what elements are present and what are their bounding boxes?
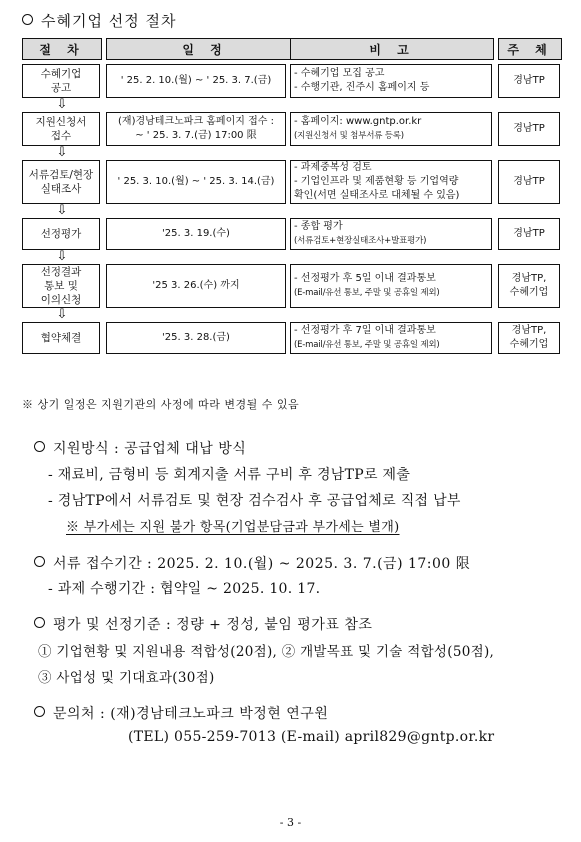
header-step: 절 차	[22, 38, 102, 60]
owner-cell-line: 경남TP	[513, 176, 545, 187]
owner-cell	[498, 160, 560, 204]
step-cell	[22, 64, 100, 98]
flow-arrow-row	[22, 308, 562, 322]
notes-cell	[290, 322, 492, 354]
support-title: 지원방식 : 공급업체 대납 방식	[34, 438, 246, 458]
notes-cell-line: (E-mail/유선 통보, 주말 및 공휴일 제외)	[294, 288, 440, 298]
notes-cell-line: - 과제중복성 검토	[294, 162, 372, 173]
schedule-cell	[106, 64, 286, 98]
flow-arrow-row	[22, 250, 562, 264]
table-row	[22, 160, 562, 204]
schedule-cell-line: '25. 3. 28.(금)	[162, 332, 230, 343]
table-row	[22, 64, 562, 98]
step-cell-line: 서류검토/현장	[28, 169, 94, 181]
owner-cell	[498, 264, 560, 308]
step-cell-line: 지원신청서	[35, 116, 87, 128]
table-row	[22, 322, 562, 354]
down-arrow-icon: ⇩	[56, 203, 68, 218]
notes-cell-line: - 종합 평가	[294, 221, 343, 232]
notes-cell	[290, 112, 492, 146]
header-notes: 비 고	[290, 38, 494, 60]
flow-arrow-row	[22, 146, 562, 160]
circle-bullet-icon	[22, 14, 33, 25]
owner-cell-line: 경남TP,	[511, 325, 547, 336]
down-arrow-icon: ⇩	[56, 97, 68, 112]
owner-cell	[498, 64, 560, 98]
schedule-cell-line: '25 3. 26.(수) 까지	[152, 280, 240, 291]
header-owner: 주 체	[498, 38, 562, 60]
schedule-footnote: ※ 상기 일정은 지원기관의 사정에 따라 변경될 수 있음	[22, 398, 300, 411]
notes-cell-line: - 홈페이지: www.gntp.or.kr	[294, 116, 422, 127]
notes-cell	[290, 264, 492, 308]
step-cell-line: 선정평가	[40, 228, 82, 240]
notes-cell-line: - 선정평가 후 7일 이내 결과통보	[294, 325, 436, 336]
down-arrow-icon: ⇩	[56, 307, 68, 322]
period-title: 서류 접수기간 : 2025. 2. 10.(월) ~ 2025. 3. 7.(금) 17:00 限	[34, 553, 470, 573]
schedule-cell	[106, 218, 286, 250]
step-cell-line: 공고	[50, 82, 72, 94]
step-cell-line: 이의신청	[40, 294, 82, 306]
notes-cell	[290, 218, 492, 250]
contact-line-1: (TEL) 055-259-7013 (E-mail) april829@gntp.or.kr	[128, 729, 495, 745]
schedule-cell-line: ' 25. 2. 10.(월) ~ ' 25. 3. 7.(금)	[120, 75, 272, 86]
step-cell-line: 선정결과	[40, 266, 82, 278]
circle-bullet-icon	[34, 441, 45, 452]
schedule-cell-line: ' 25. 3. 10.(월) ~ ' 25. 3. 14.(금)	[117, 176, 275, 187]
notes-cell	[290, 64, 492, 98]
schedule-cell-line: ~ ' 25. 3. 7.(금) 17:00 限	[135, 130, 257, 141]
notes-cell-line: - 수행기관, 진주시 홈페이지 등	[294, 82, 430, 93]
notes-cell-line: - 수혜기업 모집 공고	[294, 68, 385, 79]
owner-cell-line: 수혜기업	[509, 287, 549, 298]
notes-cell-line: 확인(서면 실태조사로 대체될 수 있음)	[294, 190, 460, 201]
schedule-cell	[106, 264, 286, 308]
step-cell-line: 협약체결	[40, 332, 82, 344]
flow-arrow-row	[22, 204, 562, 218]
step-cell-line: 접수	[50, 130, 72, 142]
schedule-cell	[106, 112, 286, 146]
down-arrow-icon: ⇩	[56, 145, 68, 160]
criteria-line-1: ① 기업현황 및 지원내용 적합성(20점), ② 개발목표 및 기술 적합성(50점),	[38, 644, 495, 660]
table-row	[22, 112, 562, 146]
schedule-cell-line: (재)경남테크노파크 홈페이지 접수 :	[118, 116, 274, 127]
owner-cell	[498, 218, 560, 250]
owner-cell-line: 경남TP,	[511, 273, 547, 284]
step-cell	[22, 264, 100, 308]
notes-cell	[290, 160, 492, 204]
notes-cell-line: - 기업인프라 및 제품현황 등 기업역량	[294, 176, 459, 187]
owner-cell-line: 경남TP	[513, 123, 545, 134]
table-row	[22, 218, 562, 250]
notes-cell-line: (E-mail/유선 통보, 주말 및 공휴일 제외)	[294, 340, 440, 350]
step-cell	[22, 112, 100, 146]
table-row	[22, 264, 562, 308]
notes-cell-line: (지원신청서 및 첨부서류 등록)	[294, 131, 404, 141]
owner-cell-line: 수혜기업	[509, 339, 549, 350]
owner-cell-line: 경남TP	[513, 75, 545, 86]
procedure-table	[22, 38, 562, 354]
step-cell	[22, 322, 100, 354]
section-title	[22, 10, 176, 31]
notes-cell-line: (서류검토+현장실태조사+발표평가)	[294, 236, 427, 246]
down-arrow-icon: ⇩	[56, 249, 68, 264]
step-cell	[22, 160, 100, 204]
support-line-2: - 경남TP에서 서류검토 및 현장 검수검사 후 공급업체로 직접 납부	[48, 493, 461, 509]
circle-bullet-icon	[34, 556, 45, 567]
table-header	[22, 38, 562, 64]
circle-bullet-icon	[34, 617, 45, 628]
schedule-cell	[106, 160, 286, 204]
contact-title: 문의처 : (재)경남테크노파크 박정현 연구원	[34, 703, 328, 723]
flow-arrow-row	[22, 98, 562, 112]
header-schedule: 일 정	[106, 38, 304, 60]
step-cell-line: 수혜기업	[40, 68, 82, 80]
schedule-cell-line: '25. 3. 19.(수)	[162, 228, 230, 239]
owner-cell	[498, 112, 560, 146]
vat-note: ※ 부가세는 지원 불가 항목(기업분담금과 부가세는 별개)	[66, 520, 400, 535]
period-line-1: - 과제 수행기간 : 협약일 ~ 2025. 10. 17.	[48, 581, 321, 597]
criteria-title: 평가 및 선정기준 : 정량 + 정성, 붙임 평가표 참조	[34, 614, 372, 634]
circle-bullet-icon	[34, 706, 45, 717]
step-cell	[22, 218, 100, 250]
owner-cell	[498, 322, 560, 354]
page-number: - 3 -	[279, 816, 302, 829]
owner-cell-line: 경남TP	[513, 228, 545, 239]
notes-cell-line: - 선정평가 후 5일 이내 결과통보	[294, 273, 436, 284]
support-line-1: - 재료비, 금형비 등 회계지출 서류 구비 후 경남TP로 제출	[48, 467, 411, 483]
schedule-cell	[106, 322, 286, 354]
step-cell-line: 통보 및	[44, 280, 78, 292]
criteria-line-2: ③ 사업성 및 기대효과(30점)	[38, 670, 215, 686]
section-title-text: 수혜기업 선정 절차	[41, 12, 177, 30]
step-cell-line: 실태조사	[40, 183, 82, 195]
